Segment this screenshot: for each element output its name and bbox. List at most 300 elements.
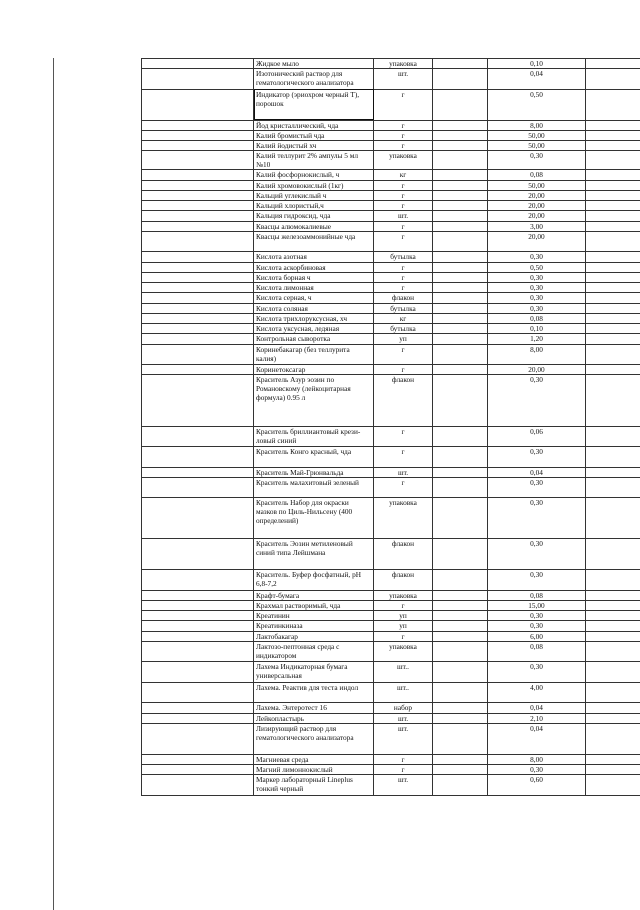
quantity-cell: 0,30	[488, 621, 586, 631]
unit-cell: г	[374, 447, 433, 468]
unit-cell: г	[374, 283, 433, 293]
unit-cell: упаковка	[374, 641, 433, 662]
table-row	[142, 130, 640, 140]
blank-cell	[433, 754, 488, 764]
blank-cell	[586, 467, 640, 477]
item-name-cell: Креатинкиназа	[254, 621, 374, 631]
unit-cell: набор	[374, 703, 433, 713]
supplies-table-body	[142, 59, 640, 796]
table-row	[142, 447, 640, 468]
blank-cell	[586, 262, 640, 272]
row-blank-cell	[142, 662, 254, 683]
item-name-cell: Лахема. Реактив для теста индол	[254, 682, 374, 703]
item-name-cell: Контрольная сыворотка	[254, 334, 374, 344]
blank-cell	[433, 590, 488, 600]
row-blank-cell	[142, 334, 254, 344]
row-blank-cell	[142, 293, 254, 303]
table-row	[142, 375, 640, 426]
unit-cell: г	[374, 600, 433, 610]
quantity-cell: 0,30	[488, 539, 586, 570]
unit-cell: шт.	[374, 723, 433, 754]
blank-cell	[433, 252, 488, 262]
blank-cell	[586, 375, 640, 426]
supplies-table	[141, 58, 640, 796]
blank-cell	[433, 723, 488, 754]
unit-cell: бутылка	[374, 303, 433, 313]
row-blank-cell	[142, 151, 254, 170]
unit-cell: г	[374, 754, 433, 764]
item-name-cell: Калий хромовокислый (1кг)	[254, 180, 374, 190]
unit-cell: флакон	[374, 293, 433, 303]
quantity-cell: 3,00	[488, 221, 586, 231]
blank-cell	[433, 703, 488, 713]
quantity-cell: 0,30	[488, 662, 586, 683]
blank-cell	[586, 498, 640, 539]
table-row	[142, 211, 640, 221]
blank-cell	[586, 365, 640, 375]
item-name-cell: Йод кристаллический, чда	[254, 120, 374, 130]
blank-cell	[433, 59, 488, 69]
unit-cell: г	[374, 477, 433, 498]
unit-cell: г	[374, 631, 433, 641]
row-blank-cell	[142, 344, 254, 365]
row-blank-cell	[142, 590, 254, 600]
item-name-cell: Кислота борная ч	[254, 272, 374, 282]
row-blank-cell	[142, 303, 254, 313]
item-name-cell: Кальций хлористый,ч	[254, 201, 374, 211]
quantity-cell: 50,00	[488, 141, 586, 151]
blank-cell	[586, 283, 640, 293]
quantity-cell: 0,30	[488, 477, 586, 498]
table-row	[142, 231, 640, 252]
blank-cell	[586, 539, 640, 570]
unit-cell: шт..	[374, 682, 433, 703]
unit-cell: г	[374, 221, 433, 231]
table-row	[142, 293, 640, 303]
row-blank-cell	[142, 211, 254, 221]
row-blank-cell	[142, 467, 254, 477]
blank-cell	[433, 313, 488, 323]
table-row	[142, 539, 640, 570]
blank-cell	[586, 324, 640, 334]
unit-cell: г	[374, 201, 433, 211]
row-blank-cell	[142, 283, 254, 293]
quantity-cell: 20,00	[488, 211, 586, 221]
item-name-cell: Калий бромистый чда	[254, 130, 374, 140]
blank-cell	[586, 621, 640, 631]
blank-cell	[586, 190, 640, 200]
table-row	[142, 426, 640, 447]
unit-cell: г	[374, 130, 433, 140]
blank-cell	[433, 141, 488, 151]
item-name-cell: Кислота серная, ч	[254, 293, 374, 303]
item-name-cell: Крафт-бумага	[254, 590, 374, 600]
item-name-cell: Коринетоксагар	[254, 365, 374, 375]
item-name-cell: Жидкое мыло	[254, 59, 374, 69]
quantity-cell: 50,00	[488, 130, 586, 140]
table-row	[142, 141, 640, 151]
quantity-cell: 0,30	[488, 764, 586, 774]
blank-cell	[433, 334, 488, 344]
item-name-cell: Коринебакагар (без теллурита калия)	[254, 344, 374, 365]
blank-cell	[433, 539, 488, 570]
margin-line	[53, 58, 54, 910]
blank-cell	[433, 231, 488, 252]
item-name-cell: Краситель Конго красный, чда	[254, 447, 374, 468]
blank-cell	[586, 201, 640, 211]
quantity-cell: 0,30	[488, 375, 586, 426]
item-name-cell: Краситель. Буфер фосфатный, pH 6,8-7,2	[254, 570, 374, 591]
unit-cell: упаковка	[374, 59, 433, 69]
table-row	[142, 723, 640, 754]
blank-cell	[433, 120, 488, 130]
row-blank-cell	[142, 713, 254, 723]
quantity-cell: 0,08	[488, 313, 586, 323]
row-blank-cell	[142, 477, 254, 498]
row-blank-cell	[142, 231, 254, 252]
blank-cell	[433, 682, 488, 703]
quantity-cell: 0,08	[488, 590, 586, 600]
row-blank-cell	[142, 754, 254, 764]
table-row	[142, 303, 640, 313]
unit-cell: шт.	[374, 713, 433, 723]
blank-cell	[586, 221, 640, 231]
unit-cell: г	[374, 120, 433, 130]
blank-cell	[433, 283, 488, 293]
item-name-cell: Магний лимоннокислый	[254, 764, 374, 774]
item-name-cell: Квасцы алюмокалиевые	[254, 221, 374, 231]
blank-cell	[586, 611, 640, 621]
row-blank-cell	[142, 764, 254, 774]
table-row	[142, 272, 640, 282]
blank-cell	[586, 703, 640, 713]
quantity-cell: 20,00	[488, 365, 586, 375]
table-row	[142, 754, 640, 764]
blank-cell	[586, 170, 640, 180]
table-row	[142, 344, 640, 365]
table-row	[142, 365, 640, 375]
row-blank-cell	[142, 375, 254, 426]
table-row	[142, 621, 640, 631]
item-name-cell: Краситель Эозин метиленовый синий типа Лейшмана	[254, 539, 374, 570]
table-row	[142, 324, 640, 334]
blank-cell	[586, 754, 640, 764]
unit-cell: г	[374, 262, 433, 272]
row-blank-cell	[142, 447, 254, 468]
blank-cell	[586, 764, 640, 774]
blank-cell	[433, 775, 488, 796]
blank-cell	[433, 641, 488, 662]
unit-cell: г	[374, 426, 433, 447]
table-row	[142, 59, 640, 69]
row-blank-cell	[142, 170, 254, 180]
row-blank-cell	[142, 201, 254, 211]
table-row	[142, 334, 640, 344]
quantity-cell: 0,30	[488, 293, 586, 303]
blank-cell	[586, 447, 640, 468]
quantity-cell: 20,00	[488, 231, 586, 252]
table-row	[142, 221, 640, 231]
table-row	[142, 180, 640, 190]
row-blank-cell	[142, 190, 254, 200]
blank-cell	[433, 69, 488, 90]
item-name-cell: Краситель Май-Грюнвальда	[254, 467, 374, 477]
blank-cell	[586, 775, 640, 796]
table-row	[142, 498, 640, 539]
row-blank-cell	[142, 59, 254, 69]
quantity-cell: 50,00	[488, 180, 586, 190]
quantity-cell: 0,04	[488, 467, 586, 477]
item-name-cell: Кислота азотная	[254, 252, 374, 262]
unit-cell: упаковка	[374, 151, 433, 170]
quantity-cell: 0,30	[488, 151, 586, 170]
table-row	[142, 682, 640, 703]
item-name-cell: Креатинин	[254, 611, 374, 621]
blank-cell	[586, 231, 640, 252]
quantity-cell: 8,00	[488, 344, 586, 365]
unit-cell: флакон	[374, 375, 433, 426]
quantity-cell: 0,50	[488, 89, 586, 120]
blank-cell	[433, 662, 488, 683]
blank-cell	[433, 221, 488, 231]
item-name-cell: Калий фосфорнокислый, ч	[254, 170, 374, 180]
blank-cell	[586, 252, 640, 262]
quantity-cell: 0,30	[488, 303, 586, 313]
blank-cell	[433, 447, 488, 468]
unit-cell: шт..	[374, 662, 433, 683]
blank-cell	[433, 631, 488, 641]
table-row	[142, 570, 640, 591]
blank-cell	[586, 344, 640, 365]
row-blank-cell	[142, 426, 254, 447]
table-row	[142, 313, 640, 323]
row-blank-cell	[142, 120, 254, 130]
row-blank-cell	[142, 69, 254, 90]
row-blank-cell	[142, 682, 254, 703]
quantity-cell: 0,08	[488, 170, 586, 180]
unit-cell: упаковка	[374, 498, 433, 539]
item-name-cell: Квасцы железоаммонийные чда	[254, 231, 374, 252]
quantity-cell: 0,30	[488, 570, 586, 591]
item-name-cell: Лизирующий раствор для гематологического анализатора	[254, 723, 374, 754]
unit-cell: уп	[374, 611, 433, 621]
blank-cell	[586, 151, 640, 170]
blank-cell	[433, 89, 488, 120]
item-name-cell: Краситель Азур эозин по Романовскому (лейкоцитарная формула) 0.95 л	[254, 375, 374, 426]
item-name-cell: Краситель малахитовый зеленый	[254, 477, 374, 498]
blank-cell	[586, 130, 640, 140]
unit-cell: бутылка	[374, 324, 433, 334]
item-name-cell: Калий йодистый хч	[254, 141, 374, 151]
blank-cell	[586, 211, 640, 221]
item-name-cell: Лахема. Энтеротест 16	[254, 703, 374, 713]
unit-cell: г	[374, 231, 433, 252]
blank-cell	[586, 334, 640, 344]
quantity-cell: 15,00	[488, 600, 586, 610]
table-row	[142, 467, 640, 477]
item-name-cell: Маркер лабораторный Lineplus тонкий черный	[254, 775, 374, 796]
unit-cell: шт.	[374, 211, 433, 221]
row-blank-cell	[142, 324, 254, 334]
blank-cell	[586, 120, 640, 130]
row-blank-cell	[142, 272, 254, 282]
unit-cell: кг	[374, 170, 433, 180]
blank-cell	[586, 662, 640, 683]
unit-cell: г	[374, 89, 433, 120]
blank-cell	[433, 293, 488, 303]
item-name-cell: Лактозо-пептонная среда с индикатором	[254, 641, 374, 662]
table-row	[142, 151, 640, 170]
blank-cell	[433, 201, 488, 211]
row-blank-cell	[142, 262, 254, 272]
quantity-cell: 0,10	[488, 59, 586, 69]
item-name-cell: Кальций углекислый ч	[254, 190, 374, 200]
item-name-cell: Индикатор (эриохром черный Т), порошок	[254, 89, 374, 120]
unit-cell: упаковка	[374, 590, 433, 600]
table-row	[142, 252, 640, 262]
unit-cell: г	[374, 190, 433, 200]
quantity-cell: 0,30	[488, 611, 586, 621]
quantity-cell: 0,60	[488, 775, 586, 796]
blank-cell	[586, 313, 640, 323]
blank-cell	[586, 303, 640, 313]
quantity-cell: 20,00	[488, 201, 586, 211]
unit-cell: г	[374, 141, 433, 151]
item-name-cell: Краситель бриллиантовый крези-ловый синий	[254, 426, 374, 447]
row-blank-cell	[142, 723, 254, 754]
blank-cell	[433, 570, 488, 591]
row-blank-cell	[142, 180, 254, 190]
blank-cell	[433, 180, 488, 190]
row-blank-cell	[142, 570, 254, 591]
item-name-cell: Изотонический раствор для гематологического анализатора	[254, 69, 374, 90]
blank-cell	[433, 426, 488, 447]
row-blank-cell	[142, 365, 254, 375]
quantity-cell: 0,30	[488, 252, 586, 262]
row-blank-cell	[142, 600, 254, 610]
blank-cell	[586, 59, 640, 69]
item-name-cell: Лейкопластырь	[254, 713, 374, 723]
quantity-cell: 0,30	[488, 283, 586, 293]
quantity-cell: 0,10	[488, 324, 586, 334]
blank-cell	[433, 324, 488, 334]
quantity-cell: 6,00	[488, 631, 586, 641]
quantity-cell: 0,04	[488, 723, 586, 754]
blank-cell	[433, 375, 488, 426]
blank-cell	[586, 180, 640, 190]
blank-cell	[586, 590, 640, 600]
blank-cell	[433, 477, 488, 498]
item-name-cell: Крахмал растворимый, чда	[254, 600, 374, 610]
blank-cell	[433, 272, 488, 282]
blank-cell	[433, 600, 488, 610]
row-blank-cell	[142, 775, 254, 796]
row-blank-cell	[142, 221, 254, 231]
table-row	[142, 775, 640, 796]
table-row	[142, 703, 640, 713]
blank-cell	[586, 713, 640, 723]
quantity-cell: 1,20	[488, 334, 586, 344]
table-row	[142, 662, 640, 683]
quantity-cell: 0,30	[488, 447, 586, 468]
table-row	[142, 764, 640, 774]
table-row	[142, 477, 640, 498]
table-row	[142, 170, 640, 180]
table-row	[142, 641, 640, 662]
quantity-cell: 0,50	[488, 262, 586, 272]
blank-cell	[433, 467, 488, 477]
blank-cell	[586, 293, 640, 303]
blank-cell	[586, 477, 640, 498]
unit-cell: шт.	[374, 69, 433, 90]
table-row	[142, 713, 640, 723]
quantity-cell: 0,30	[488, 498, 586, 539]
item-name-cell: Кислота лимонная	[254, 283, 374, 293]
row-blank-cell	[142, 621, 254, 631]
row-blank-cell	[142, 252, 254, 262]
item-name-cell: Лахема Индикаторная бумага универсальная	[254, 662, 374, 683]
table-row	[142, 89, 640, 120]
table-row	[142, 201, 640, 211]
blank-cell	[586, 631, 640, 641]
blank-cell	[586, 682, 640, 703]
unit-cell: шт.	[374, 467, 433, 477]
item-name-cell: Кальция гидроксид, чда	[254, 211, 374, 221]
blank-cell	[433, 764, 488, 774]
row-blank-cell	[142, 631, 254, 641]
table-row	[142, 120, 640, 130]
item-name-cell: Кислота аскорбиновая	[254, 262, 374, 272]
blank-cell	[586, 89, 640, 120]
row-blank-cell	[142, 141, 254, 151]
unit-cell: уп	[374, 334, 433, 344]
table-row	[142, 283, 640, 293]
table-row	[142, 590, 640, 600]
row-blank-cell	[142, 703, 254, 713]
unit-cell: г	[374, 365, 433, 375]
table-row	[142, 262, 640, 272]
quantity-cell: 0,04	[488, 703, 586, 713]
blank-cell	[433, 151, 488, 170]
quantity-cell: 0,06	[488, 426, 586, 447]
quantity-cell: 2,10	[488, 713, 586, 723]
quantity-cell: 0,30	[488, 272, 586, 282]
blank-cell	[433, 621, 488, 631]
unit-cell: флакон	[374, 570, 433, 591]
row-blank-cell	[142, 130, 254, 140]
row-blank-cell	[142, 539, 254, 570]
quantity-cell: 0,04	[488, 69, 586, 90]
blank-cell	[586, 570, 640, 591]
row-blank-cell	[142, 313, 254, 323]
blank-cell	[433, 190, 488, 200]
quantity-cell: 4,00	[488, 682, 586, 703]
item-name-cell: Магниевая среда	[254, 754, 374, 764]
blank-cell	[586, 141, 640, 151]
row-blank-cell	[142, 611, 254, 621]
blank-cell	[433, 303, 488, 313]
unit-cell: уп	[374, 621, 433, 631]
table-row	[142, 600, 640, 610]
blank-cell	[433, 713, 488, 723]
blank-cell	[433, 211, 488, 221]
item-name-cell: Кислота соляная	[254, 303, 374, 313]
unit-cell: шт.	[374, 775, 433, 796]
table-row	[142, 69, 640, 90]
blank-cell	[433, 170, 488, 180]
blank-cell	[433, 262, 488, 272]
unit-cell: кг	[374, 313, 433, 323]
